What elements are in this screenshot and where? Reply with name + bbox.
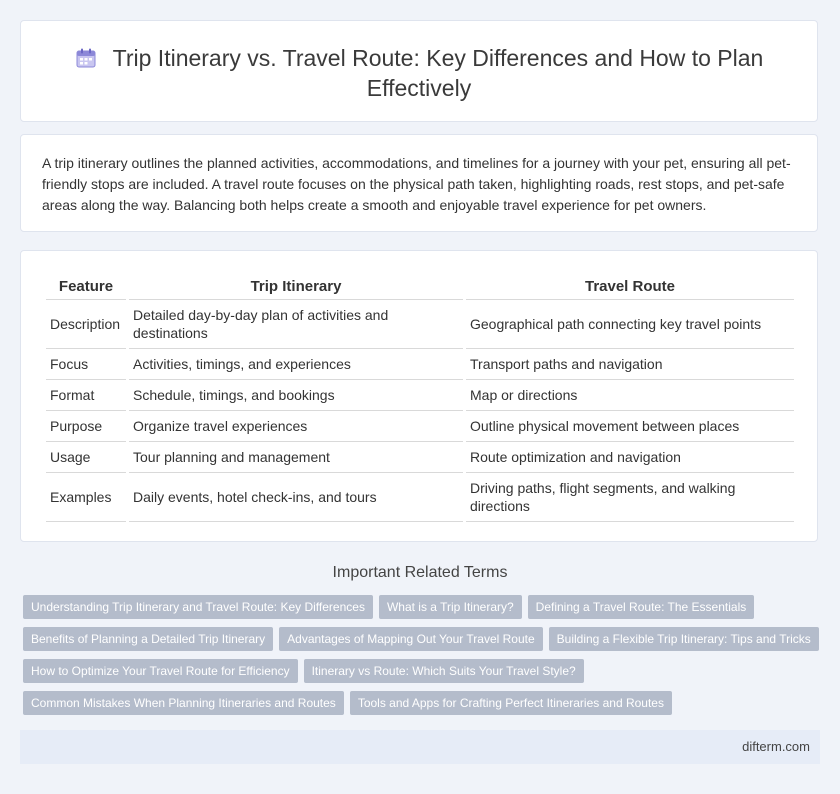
- related-term-link[interactable]: Itinerary vs Route: Which Suits Your Travel Style?: [304, 659, 584, 683]
- table-cell: Tour planning and management: [129, 442, 463, 473]
- table-row: [46, 442, 794, 473]
- table-row: [46, 349, 794, 380]
- table-cell: Map or directions: [466, 380, 794, 411]
- related-term-link[interactable]: Understanding Trip Itinerary and Travel Route: Key Differences: [23, 595, 373, 619]
- comparison-card: [20, 250, 818, 542]
- table-cell: Format: [46, 380, 126, 411]
- related-term-link[interactable]: What is a Trip Itinerary?: [379, 595, 522, 619]
- table-cell: Purpose: [46, 411, 126, 442]
- table-row: [46, 300, 794, 349]
- header-trip-itinerary: Trip Itinerary: [129, 273, 463, 300]
- tag-row: [23, 595, 823, 627]
- footer-site-link[interactable]: difterm.com: [742, 739, 810, 754]
- related-term-link[interactable]: Advantages of Mapping Out Your Travel Route: [279, 627, 543, 651]
- related-term-link[interactable]: Building a Flexible Trip Itinerary: Tips and Tricks: [549, 627, 819, 651]
- table-cell: Driving paths, flight segments, and walking directions: [466, 473, 794, 522]
- related-term-link[interactable]: Common Mistakes When Planning Itineraries and Routes: [23, 691, 344, 715]
- table-cell: Examples: [46, 473, 126, 522]
- calendar-icon: [75, 47, 97, 69]
- table-cell: Daily events, hotel check-ins, and tours: [129, 473, 463, 522]
- table-header-row: [46, 273, 794, 300]
- table-cell: Description: [46, 300, 126, 349]
- table-cell: Focus: [46, 349, 126, 380]
- related-terms-title: Important Related Terms: [332, 564, 508, 581]
- header-travel-route: Travel Route: [466, 273, 794, 300]
- footer: [20, 730, 820, 764]
- table-row: [46, 380, 794, 411]
- tag-row: [23, 659, 823, 691]
- related-terms-list: [23, 595, 823, 723]
- tag-row: [23, 627, 823, 659]
- table-cell: Outline physical movement between places: [466, 411, 794, 442]
- table-cell: Usage: [46, 442, 126, 473]
- table-row: [46, 473, 794, 522]
- related-term-link[interactable]: How to Optimize Your Travel Route for Efficiency: [23, 659, 298, 683]
- table-cell: Detailed day-by-day plan of activities and destinations: [129, 300, 463, 349]
- tag-row: [23, 691, 823, 723]
- related-term-link[interactable]: Tools and Apps for Crafting Perfect Itineraries and Routes: [350, 691, 672, 715]
- page-title: [21, 43, 817, 103]
- title-card: [20, 20, 818, 122]
- related-term-link[interactable]: Defining a Travel Route: The Essentials: [528, 595, 755, 619]
- comparison-table: [43, 273, 797, 522]
- intro-card: [20, 134, 818, 232]
- intro-paragraph: A trip itinerary outlines the planned activities, accommodations, and timelines for a journey with your pet, ensuring all pet-friendly stops are included. A travel route focuses on the physical path taken, highlighting roads, rest stops, and pet-safe areas along the way. Balancing both helps create a smooth and enjoyable travel experience for pet owners.: [42, 155, 791, 213]
- table-cell: Organize travel experiences: [129, 411, 463, 442]
- table-cell: Transport paths and navigation: [466, 349, 794, 380]
- table-cell: Route optimization and navigation: [466, 442, 794, 473]
- table-cell: Schedule, timings, and bookings: [129, 380, 463, 411]
- table-row: [46, 411, 794, 442]
- related-term-link[interactable]: Benefits of Planning a Detailed Trip Itinerary: [23, 627, 273, 651]
- header-feature: Feature: [46, 273, 126, 300]
- page-title-text: Trip Itinerary vs. Travel Route: Key Differences and How to Plan Effectively: [112, 45, 764, 101]
- table-cell: Activities, timings, and experiences: [129, 349, 463, 380]
- table-cell: Geographical path connecting key travel points: [466, 300, 794, 349]
